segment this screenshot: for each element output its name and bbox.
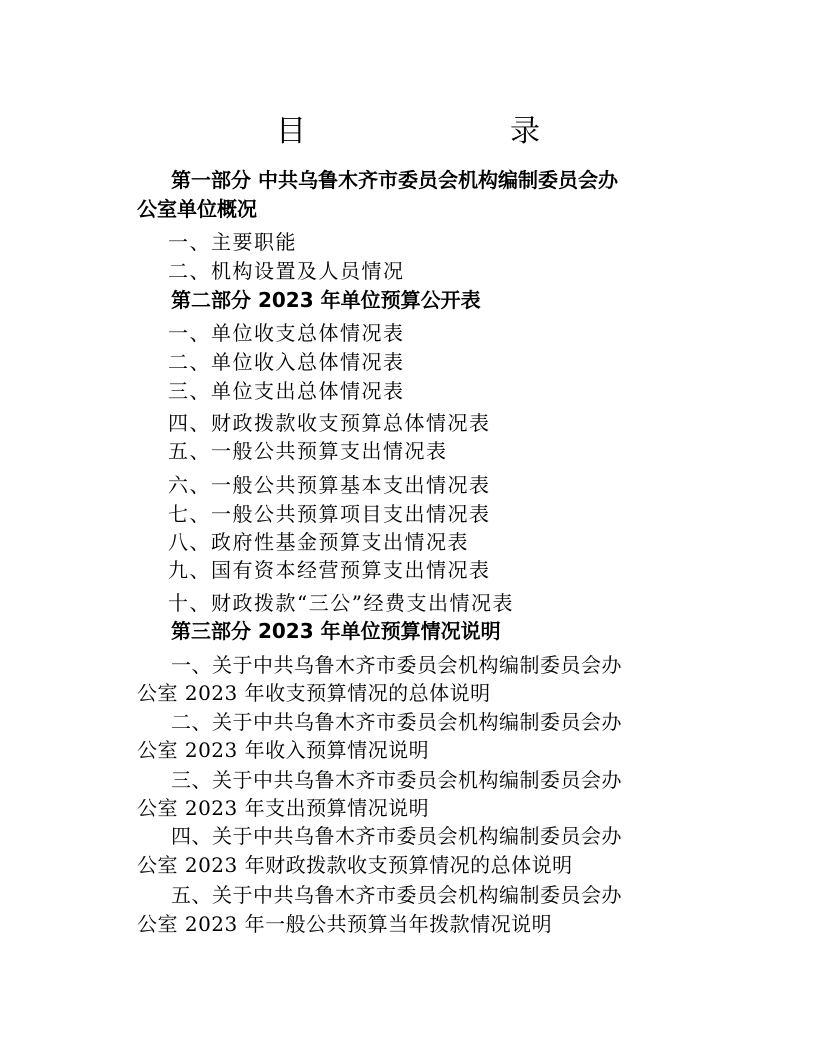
part3-item-line2: 公室 2023 年一般公共预算当年拨款情况说明	[137, 912, 553, 936]
part2-item: 一、单位收支总体情况表	[168, 321, 405, 345]
part2-item: 二、单位收入总体情况表	[168, 350, 405, 374]
part2-item: 十、财政拨款“三公”经费支出情况表	[168, 591, 514, 615]
part2-item: 五、一般公共预算支出情况表	[168, 439, 448, 463]
part3-item-line1: 五、关于中共乌鲁木齐市委员会机构编制委员会办	[171, 883, 622, 907]
part3-item-line1: 四、关于中共乌鲁木齐市委员会机构编制委员会办	[171, 824, 622, 848]
part1-heading-line1: 第一部分 中共乌鲁木齐市委员会机构编制委员会办	[171, 168, 618, 192]
part3-item-line1: 一、关于中共乌鲁木齐市委员会机构编制委员会办	[171, 653, 622, 677]
part1-item: 二、机构设置及人员情况	[168, 259, 405, 283]
part3-item-line2: 公室 2023 年收入预算情况说明	[137, 738, 430, 762]
part2-item: 九、国有资本经营预算支出情况表	[168, 558, 491, 582]
part3-item-line1: 二、关于中共乌鲁木齐市委员会机构编制委员会办	[171, 710, 622, 734]
part2-item: 七、一般公共预算项目支出情况表	[168, 502, 491, 526]
part3-item-line2: 公室 2023 年收支预算情况的总体说明	[137, 681, 491, 705]
part2-item: 四、财政拨款收支预算总体情况表	[168, 411, 491, 435]
part3-item-line2: 公室 2023 年支出预算情况说明	[137, 796, 430, 820]
part1-item: 一、主要职能	[168, 230, 297, 254]
page-title: 目 录	[276, 114, 588, 149]
part2-heading: 第二部分 2023 年单位预算公开表	[171, 288, 481, 312]
part2-item: 三、单位支出总体情况表	[168, 379, 405, 403]
part2-item: 六、一般公共预算基本支出情况表	[168, 473, 491, 497]
part3-item-line2: 公室 2023 年财政拨款收支预算情况的总体说明	[137, 853, 573, 877]
part1-heading-line2: 公室单位概况	[137, 197, 257, 221]
part3-heading: 第三部分 2023 年单位预算情况说明	[171, 619, 501, 643]
part2-item: 八、政府性基金预算支出情况表	[168, 530, 469, 554]
part3-item-line1: 三、关于中共乌鲁木齐市委员会机构编制委员会办	[171, 768, 622, 792]
